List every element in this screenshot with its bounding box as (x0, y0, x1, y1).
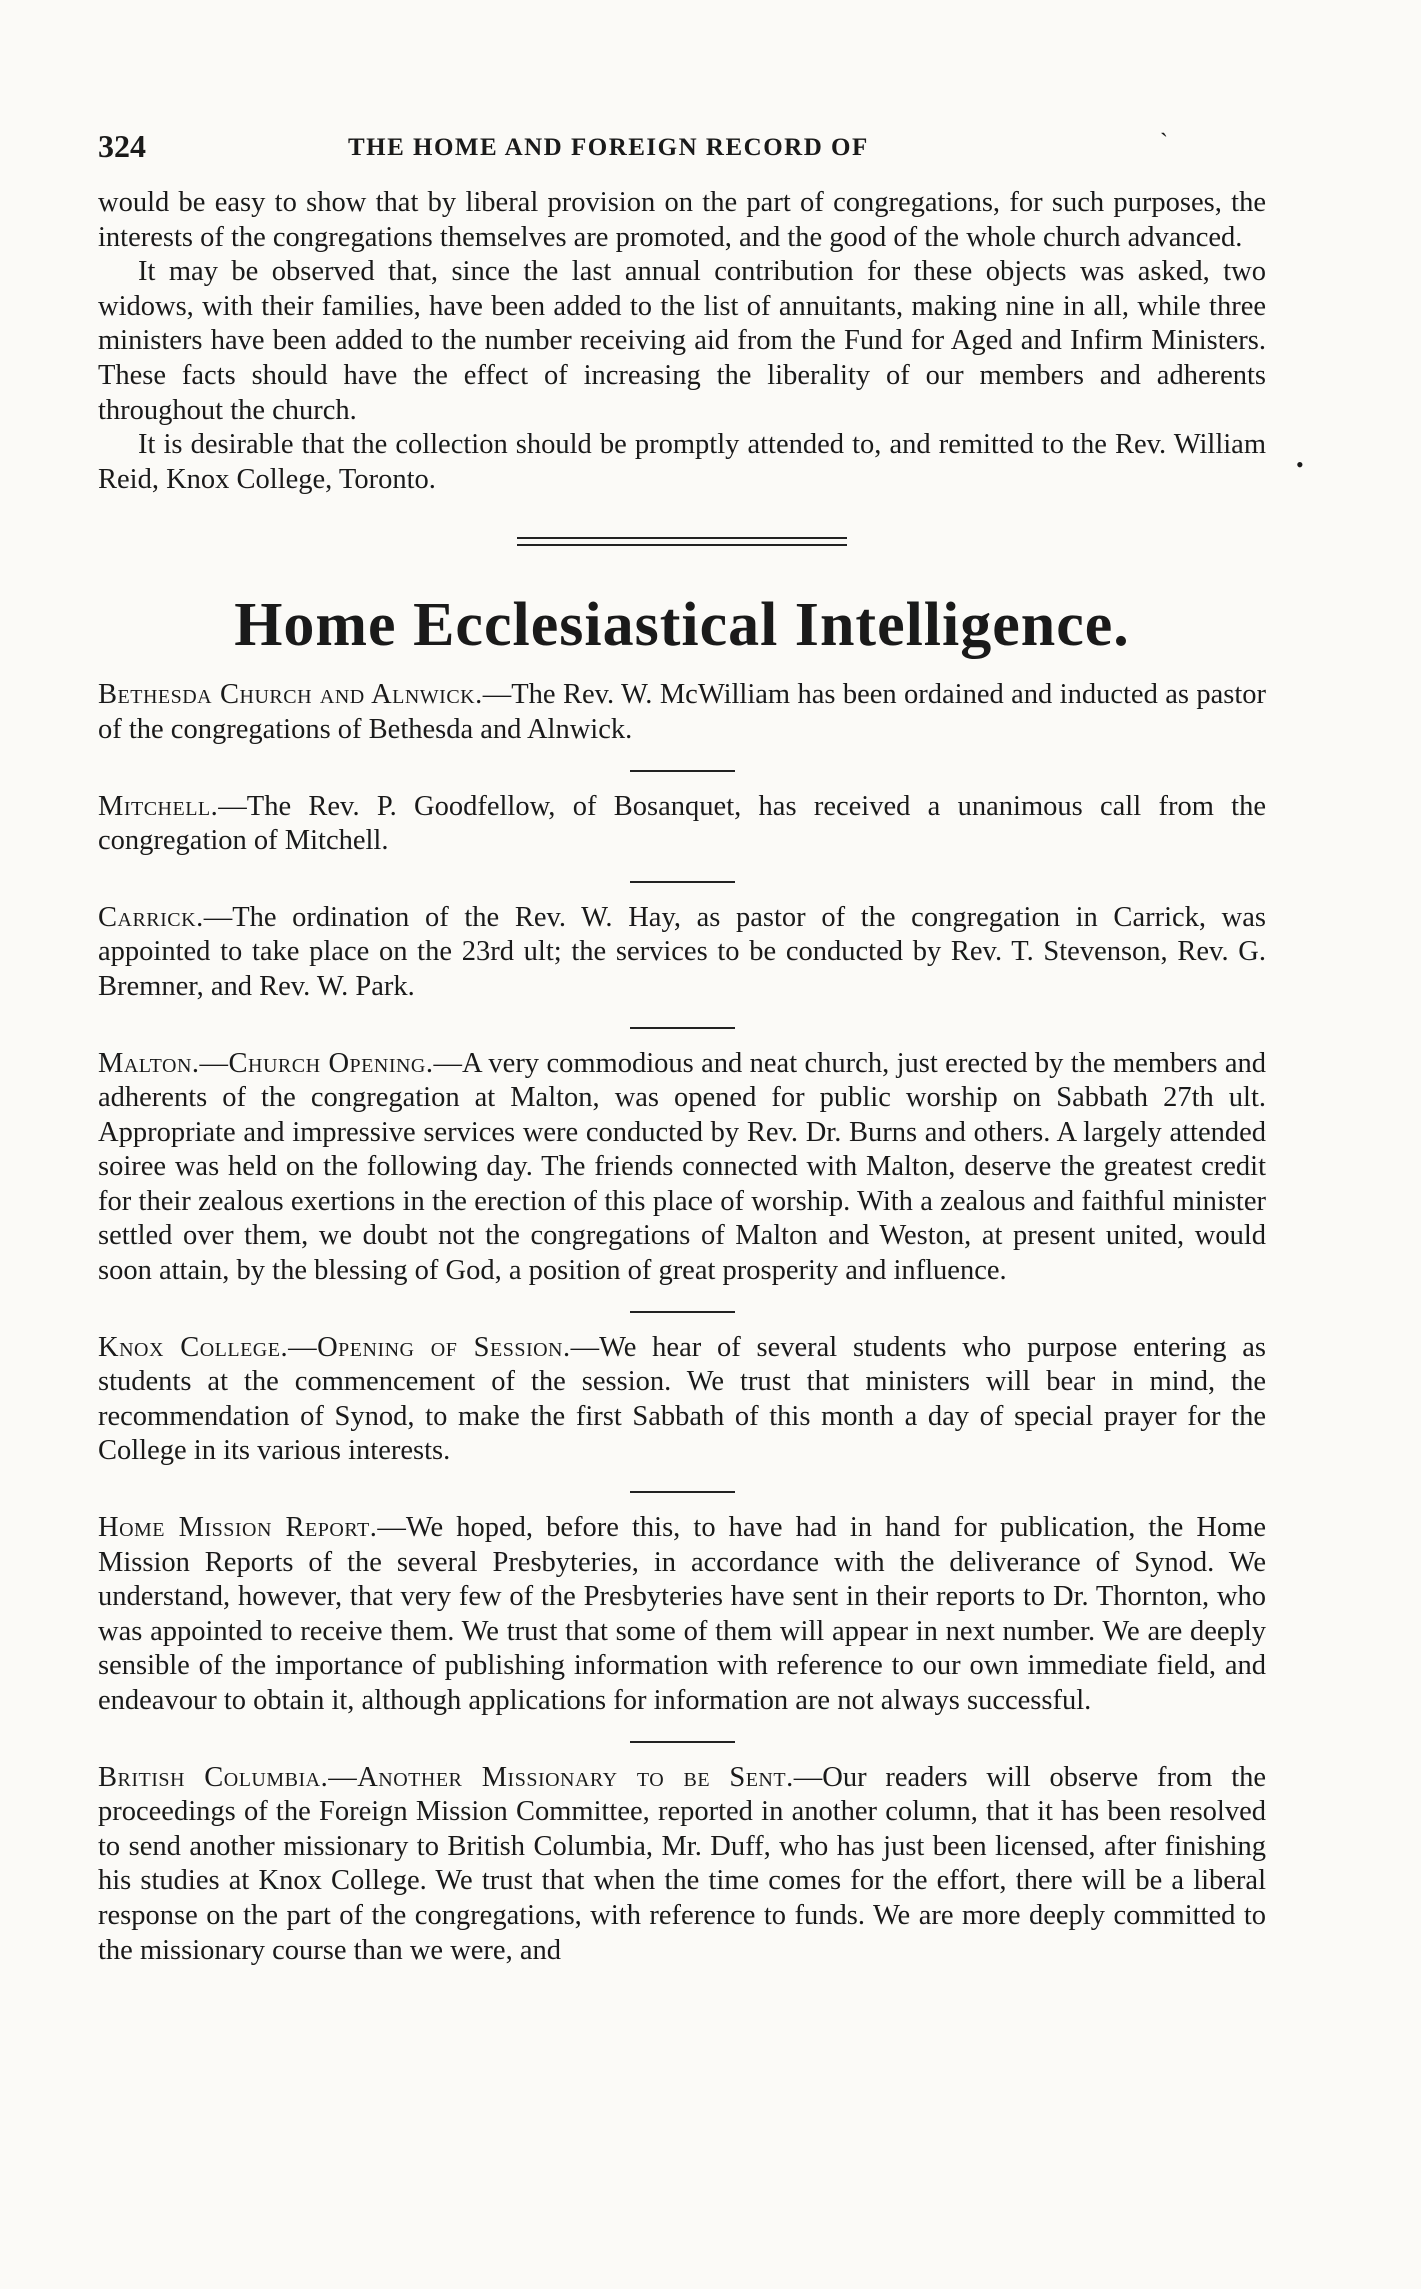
item-heading: Home Mission Report. (98, 1512, 378, 1544)
item-heading: British Columbia.—Another Missionary to be Sent. (98, 1761, 794, 1793)
item-heading: Bethesda Church and Alnwick. (98, 679, 483, 711)
margin-bullet: • (1296, 452, 1304, 477)
news-item-carrick (98, 901, 1266, 1005)
intro-paragraph-2: It may be observed that, since the last annual contribution for these objects was asked, two widows, with their families, have been added to the list of annuitants, making nine in all, while three ministers have been added to the number receiving aid from the Fund for Aged and Infirm Ministers. These facts should have the effect of increasing the liberality of our members and adherents throughout the church. (98, 256, 1266, 426)
item-heading: Mitchell. (98, 790, 219, 822)
text-column (98, 186, 1266, 1968)
short-rule (630, 1741, 735, 1743)
corner-mark: ` (1160, 130, 1168, 156)
section-title: Home Ecclesiastical Intelligence. (234, 591, 1130, 660)
item-body: —Our readers will observe from the proceedings of the Foreign Mission Committee, reported in another column, that it has been resolved to send another missionary to British Columbia, Mr. Duff, who has just been licensed, after finishing his studies at Knox College. We trust that when the time comes for the effort, there will be a liberal response on the part of the congregations, with reference to funds. We are more deeply committed to the missionary course than we were, and (98, 1761, 1267, 1966)
running-title: THE HOME AND FOREIGN RECORD OF (348, 134, 869, 161)
item-body: —A very commodious and neat church, just erected by the members and adherents of the congregation at Malton, was opened for public worship on Sabbath 27th ult. Appropriate and impressive services were conducted by Rev. Dr. Burns and others. A largely attended soiree was held on the following day. The friends connected with Malton, deserve the greatest credit for their zealous exertions in the erection of this place of worship. With a zealous and faithful minister settled over them, we doubt not the congregations of Malton and Weston, at present united, would soon attain, by the blessing of God, a position of great prosperity and influence. (98, 1047, 1266, 1287)
page-number: 324 (98, 128, 146, 164)
short-rule (630, 1491, 735, 1493)
short-rule (630, 1311, 735, 1313)
item-heading: Carrick. (98, 901, 204, 933)
short-rule (630, 1027, 735, 1029)
item-body: —We hear of several students who purpose entering as students at the commencement of the session. We trust that ministers will bear in mind, the recommendation of Synod, to make the first Sabbath of this month a day of special prayer for the College in its various interests. (98, 1331, 1266, 1467)
page-header (98, 128, 1288, 168)
news-item-home-mission (98, 1511, 1266, 1719)
short-rule (630, 770, 735, 772)
news-item-british-columbia (98, 1761, 1266, 1969)
news-item-knox-college (98, 1331, 1266, 1469)
item-heading: Knox College.—Opening of Session. (98, 1331, 571, 1363)
intro-paragraph-1: would be easy to show that by liberal provision on the part of congregations, for such purposes, the interests of the congregations themselves are promoted, and the good of the whole church advanced. (98, 187, 1266, 253)
item-body: —The ordination of the Rev. W. Hay, as pastor of the congregation in Carrick, was appointed to take place on the 23rd ult; the services to be conducted by Rev. T. Stevenson, Rev. G. Bremner, and Rev. W. Park. (98, 901, 1266, 1002)
news-item-malton (98, 1047, 1266, 1289)
short-rule (630, 881, 735, 883)
double-rule-divider (517, 537, 847, 546)
item-body: —We hoped, before this, to have had in hand for publication, the Home Mission Reports of the several Presbyteries, in accordance with the deliverance of Synod. We understand, however, that very few of the Presbyteries have sent in their reports to Dr. Thornton, who was appointed to receive them. We trust that some of them will appear in next number. We are deeply sensible of the importance of publishing information with reference to our own immediate field, and endeavour to obtain it, although applications for information are not always successful. (98, 1512, 1267, 1716)
item-heading: Malton.—Church Opening. (98, 1047, 434, 1079)
intro-paragraph-3: It is desirable that the collection should be promptly attended to, and remitted to the Rev. William Reid, Knox College, Toronto. (98, 429, 1266, 495)
item-body: —The Rev. W. McWilliam has been ordained and inducted as pastor of the congregations of Bethesda and Alnwick. (98, 679, 1266, 745)
item-body: —The Rev. P. Goodfellow, of Bosanquet, has received a unanimous call from the congregation of Mitchell. (98, 790, 1266, 857)
news-item-mitchell (98, 790, 1266, 859)
news-item-bethesda (98, 678, 1266, 747)
